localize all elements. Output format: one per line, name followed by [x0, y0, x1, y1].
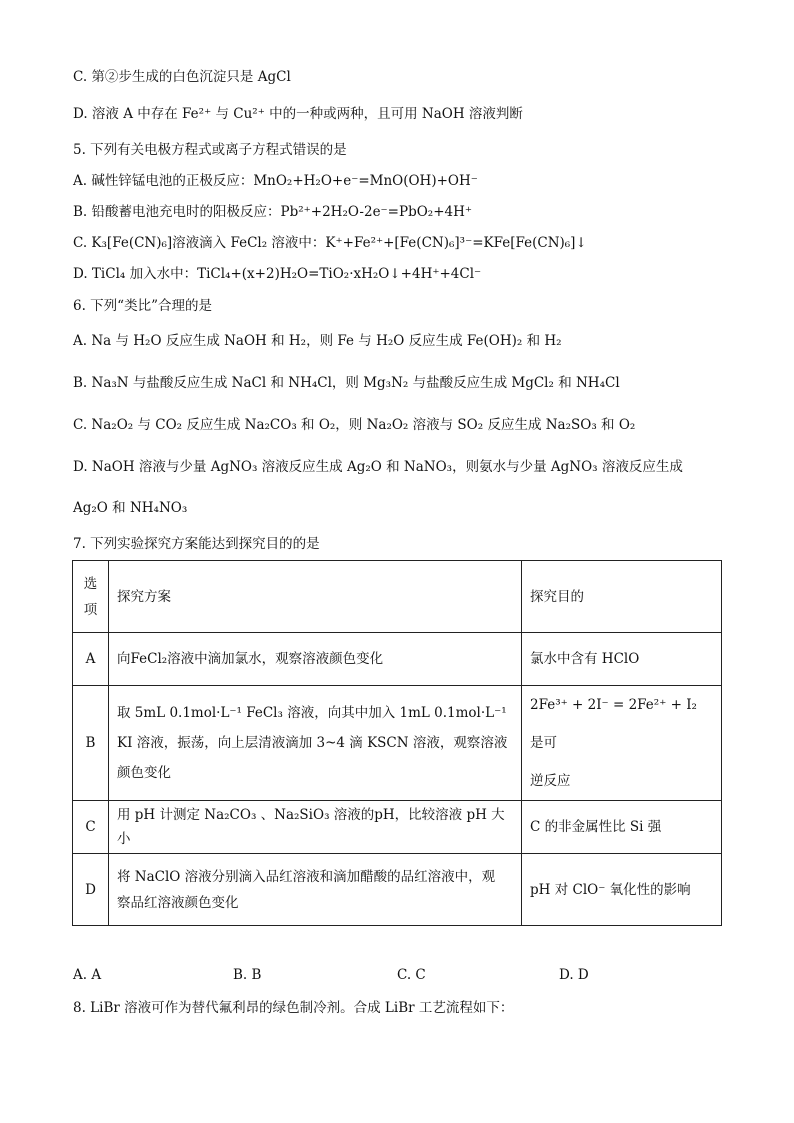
q6-option-d: D. NaOH 溶液与少量 AgNO₃ 溶液反应生成 Ag₂O 和 NaNO₃，则氨水与少量 AgNO₃ 溶液反应生成 [73, 459, 683, 475]
row-option: D [73, 854, 109, 926]
q7-stem: 7. 下列实验探究方案能达到探究目的的是 [73, 536, 320, 552]
q6-stem: 6. 下列“类比”合理的是 [73, 298, 212, 314]
row-option: A [73, 633, 109, 686]
row-option: C [73, 801, 109, 854]
q6-option-d-continued: Ag₂O 和 NH₄NO₃ [73, 500, 188, 516]
row-scheme: 取 5mL 0.1mol·L⁻¹ FeCl₃ 溶液，向其中加入 1mL 0.1mol·L⁻¹ KI 溶液，振荡，向上层清液滴加 3~4 滴 KSCN 溶液，观察溶液 颜色变化 [109, 686, 522, 801]
row-goal: 2Fe³⁺ + 2I⁻ = 2Fe²⁺ + I₂ 是可 逆反应 [522, 686, 722, 801]
header-scheme: 探究方案 [109, 561, 522, 633]
q7-answer-options [73, 966, 723, 984]
table-row [73, 633, 722, 686]
table-row [73, 686, 722, 801]
row-goal: pH 对 ClO⁻ 氧化性的影响 [522, 854, 722, 926]
q8-stem: 8. LiBr 溶液可作为替代氟利昂的绿色制冷剂。合成 LiBr 工艺流程如下： [73, 1000, 514, 1016]
q7-answer-a: A. A [73, 967, 102, 983]
row-goal: 氯水中含有 HClO [522, 633, 722, 686]
q6-option-c: C. Na₂O₂ 与 CO₂ 反应生成 Na₂CO₃ 和 O₂，则 Na₂O₂ 溶液与 SO₂ 反应生成 Na₂SO₃ 和 O₂ [73, 417, 636, 433]
header-goal: 探究目的 [522, 561, 722, 633]
q4-option-d: D. 溶液 A 中存在 Fe²⁺ 与 Cu²⁺ 中的一种或两种，且可用 NaOH 溶液判断 [73, 106, 523, 122]
q7-answer-d: D. D [559, 967, 589, 983]
table-row [73, 801, 722, 854]
q5-option-a: A. 碱性锌锰电池的正极反应：MnO₂+H₂O+e⁻=MnO(OH)+OH⁻ [73, 173, 478, 189]
row-goal: C 的非金属性比 Si 强 [522, 801, 722, 854]
q7-answer-b: B. B [233, 967, 262, 983]
row-scheme: 将 NaClO 溶液分别滴入品红溶液和滴加醋酸的品红溶液中，观 察品红溶液颜色变化 [109, 854, 522, 926]
q5-option-d: D. TiCl₄ 加入水中：TiCl₄+(x+2)H₂O=TiO₂·xH₂O↓+4H⁺+4Cl⁻ [73, 266, 482, 282]
q5-option-b: B. 铅酸蓄电池充电时的阳极反应：Pb²⁺+2H₂O-2e⁻=PbO₂+4H⁺ [73, 204, 472, 220]
table-header-row [73, 561, 722, 633]
q4-option-c: C. 第②步生成的白色沉淀只是 AgCl [73, 69, 291, 85]
q7-answer-c: C. C [397, 967, 426, 983]
header-option: 选 项 [73, 561, 109, 633]
q5-stem: 5. 下列有关电极方程式或离子方程式错误的是 [73, 142, 347, 158]
table-row [73, 854, 722, 926]
q7-table [72, 560, 722, 926]
q5-option-c: C. K₃[Fe(CN)₆]溶液滴入 FeCl₂ 溶液中：K⁺+Fe²⁺+[Fe(CN)₆]³⁻=KFe[Fe(CN)₆]↓ [73, 235, 587, 251]
q6-option-b: B. Na₃N 与盐酸反应生成 NaCl 和 NH₄Cl，则 Mg₃N₂ 与盐酸反应生成 MgCl₂ 和 NH₄Cl [73, 375, 620, 391]
row-scheme: 向FeCl₂溶液中滴加氯水，观察溶液颜色变化 [109, 633, 522, 686]
row-option: B [73, 686, 109, 801]
q6-option-a: A. Na 与 H₂O 反应生成 NaOH 和 H₂，则 Fe 与 H₂O 反应生成 Fe(OH)₂ 和 H₂ [73, 333, 562, 349]
row-scheme: 用 pH 计测定 Na₂CO₃ 、Na₂SiO₃ 溶液的pH，比较溶液 pH 大小 [109, 801, 522, 854]
